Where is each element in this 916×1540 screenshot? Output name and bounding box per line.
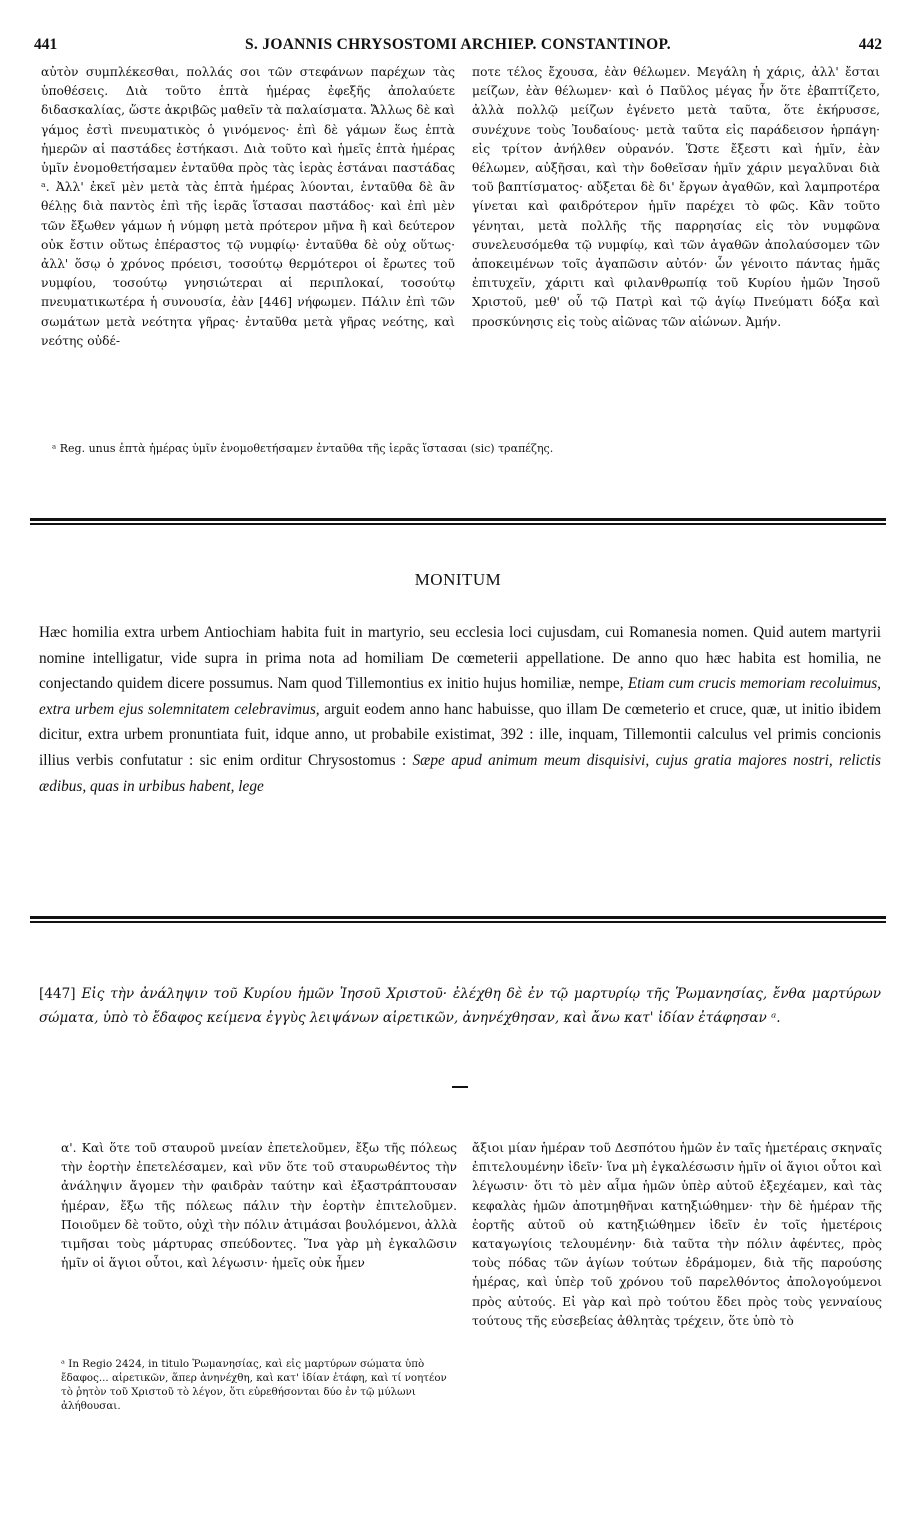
homily-column-number: [447]: [39, 986, 76, 1002]
monitum-text-2: arguit eodem anno hanc habuisse, quo illam De cœmeterio et cruce, quæ, ut initio ibidem dicitur, extra urbem pronuntiata fuit, idque anno, ut probabile existimat, 392 : ille, inquam, Tillemontii calculus vel primis concionis illius verbis confutatur : sic enim orditur Chrysostomus :: [39, 700, 881, 769]
divider-rule-thin-2: [30, 921, 886, 923]
monitum-text-1: Hæc homilia extra urbem Antiochiam habita fuit in martyrio, seu ecclesia loci cujusdam, cui Romanesia nomen. Quid autem martyrii nomine intelligatur, vide supra in prima nota ad homiliam De cœmeterii appellatione. De anno quo hæc habita est homilia, ne conjectando quidem dicere possumus. Nam quod Tillemontius ex initio hujus homiliæ, nempe,: [39, 624, 881, 693]
top-left-column: [41, 63, 455, 351]
monitum-italic-2: Sæpe apud animum meum disquisivi, cujus gratia majores nostri, relictis ædibus, quas in urbibus habent, lege: [39, 751, 881, 795]
footnote-bottom: ᵃ In Regio 2424, in titulo Ῥωμανησίας, καὶ εἰς μαρτύρων σώματα ὑπὸ ἔδαφος... αἱρετικῶν, ἅπερ ἀνηνέχθη, καὶ κατ' ἰδίαν ἐτάφη, καὶ τί νοητέον τὸ ῥητὸν τοῦ Χριστοῦ τὸ λέγον, ὅτι εὑρεθήσονται δύο ἐν τῷ μύλωνι ἀλήθουσαι.: [61, 1358, 447, 1412]
divider-rule-thin: [30, 523, 886, 525]
top-left-text: αὐτὸν συμπλέκεσθαι, πολλάς σοι τῶν στεφάνων παρέχων τὰς ὑποθέσεις. Διὰ τοῦτο ἑπτὰ ἡμέρας ἐφεξῆς ἀπολαύετε διδασκαλίας, ὥστε ἀκριβῶς μαθεῖν τὰ παλαίσματα. Ἄλλως δὲ καὶ γάμος ἐστὶ πνευματικὸς ὁ γινόμενος· ἐπὶ δὲ γάμων ἕως ἑπτὰ ἡμερῶν αἱ παστάδες ἑστήκασι. Διὰ τοῦτο καὶ ἡμεῖς ἑπτὰ ἡμέρας ὑμῖν ἐνομοθετήσαμεν ἐνταῦθα πρὸς τὰς ἱερὰς ἑστάναι παστάδας ᵃ. Ἀλλ' ἐκεῖ μὲν μετὰ τὰς ἑπτὰ ἡμέρας λύονται, ἐνταῦθα δὲ ἂν θέλῃς διὰ παντὸς ἐπὶ τῆς ἱερᾶς ἵστασαι παστάδος· καὶ ἐπὶ μὲν τῶν ἔξωθεν γάμων ἡ νύμφη μετὰ πρότερον μῆνα ἢ καὶ δεύτερον οὐκ ἔστιν οὕτως ἐπέραστος τῷ νυμφίῳ· ἐνταῦθα δὲ οὐχ οὕτως· ἀλλ' ὅσῳ ὁ χρόνος πρόεισι, τοσούτῳ θερμότεροι οἱ ἔρωτες τοῦ νυμφίου, τοσούτῳ γνησιώτεραι αἱ περιπλοκαί, τοσούτῳ πνευματικωτέρα ἡ συνουσία, ἐὰν [446] νήφωμεν. Πάλιν ἐπὶ τῶν σωμάτων μετὰ νεότητα γῆρας· ἐνταῦθα μετὰ γῆρας νεότης, καὶ νεότης οὐδέ-: [41, 65, 455, 348]
monitum-heading: MONITUM: [414, 570, 502, 589]
top-right-text: ποτε τέλος ἔχουσα, ἐὰν θέλωμεν. Μεγάλη ἡ χάρις, ἀλλ' ἔσται μείζων, ἐὰν θέλωμεν· καὶ ὁ Παῦλος μέγας ἦν ὅτε ἐβαπτίζετο, ἀλλὰ πολλῷ μείζων ἐγένετο μετὰ ταῦτα, ὅτε ἐκήρυσσε, συνέχυνε τοὺς Ἰουδαίους· μετὰ ταῦτα εἰς παράδεισον ἡρπάγη· εἰς τρίτον ἀνήλθεν οὐρανόν. Ὥστε ἔξεστι καὶ ἡμῖν, ἐὰν θέλωμεν, αὐξῆσαι, καὶ τὴν δοθεῖσαν ἡμῖν χάριν μεγαλῦναι διὰ τοῦ βαπτίσματος· αὔξεται δὲ δι' ἔργων ἀγαθῶν, καὶ λαμπροτέρα γίνεται καὶ φαιδρότερον ἡμῖν παρέχει τὸ φῶς. Κἂν τοῦτο γένηται, μετὰ πολλῆς τῆς παρρησίας εἰς τὸν νυμφῶνα συνελευσόμεθα τῷ νυμφίῳ, καὶ τῶν ἀγαθῶν ἀπολαύσομεν τῶν ἀποκειμένων τοῖς ἀγαπῶσιν αὐτόν· ὧν γένοιτο πάντας ἡμᾶς ἐπιτυχεῖν, χάριτι καὶ φιλανθρωπίᾳ τοῦ Κυρίου ἡμῶν Ἰησοῦ Χριστοῦ, μεθ' οὗ τῷ Πατρὶ καὶ τῷ ἁγίῳ Πνεύματι δόξα καὶ προσκύνησις εἰς τοὺς αἰῶνας τῶν αἰώνων. Ἀμήν.: [472, 65, 880, 329]
divider-rule-thick-2: [30, 916, 886, 919]
bottom-left-column: [61, 1139, 457, 1273]
bottom-right-text: ἄξιοι μίαν ἡμέραν τοῦ Δεσπότου ἡμῶν ἐν ταῖς ἡμετέραις σκηναῖς ἐπιτελουμένην ἰδεῖν· ἵνα μὴ ἐγκαλέσωσιν ἡμῖν οἱ ἅγιοι οὗτοι καὶ λέγωσιν· ὅτι τὸ μὲν αἷμα ἡμῶν ὑπὲρ αὐτοῦ ἐξεχέαμεν, καὶ τὰς κεφαλὰς ἡμῶν ἀποτμηθῆναι κατηξιώθημεν· τὴν δὲ ἡμέραν τῆς ἑορτῆς αὐτοῦ οὐ κατηξιώθημεν ἰδεῖν ἐν τοῖς ἡμετέροις καταγωγίοις τελουμένην· διὰ ταῦτα τὴν πόλιν ἀφέντες, πρὸς τοὺς πόδας τῶν ἁγίων τούτων ἐδράμομεν, διὰ τῆς παρούσης ἡμέρας, καὶ ὑπὲρ τοῦ χρόνου τοῦ παρελθόντος ἀπολογούμενοι πρὸς αὐτούς. Εἰ γὰρ καὶ πρὸ τούτου ἔδει πρὸς τοὺς γενναίους τούτους τῆς εὐσεβείας ἀθλητὰς τρέχειν, ὅτε ὑπὸ τὸ: [472, 1141, 882, 1328]
bottom-left-text: α'. Καὶ ὅτε τοῦ σταυροῦ μνείαν ἐπετελοῦμεν, ἔξω τῆς πόλεως τὴν ἑορτὴν ἐπετελέσαμεν, καὶ νῦν ὅτε τοῦ σταυρωθέντος τὴν ἀνάληψιν ἄγομεν τὴν φαιδρὰν ταύτην καὶ ἐξαστράπτουσαν ἡμέραν, ἔξω τῆς πόλεως πάλιν τὴν ἑορτὴν ἐπιτελοῦμεν. Ποιοῦμεν δὲ τοῦτο, οὐχὶ τὴν πόλιν ἀτιμάσαι βουλόμενοι, ἀλλὰ τιμῆσαι τοὺς μάρτυρας σπεύδοντες. Ἵνα γὰρ μὴ ἐγκαλῶσιν ἡμῖν οἱ ἅγιοι οὗτοι, καὶ λέγωσιν· ἡμεῖς οὐκ ἦμεν: [61, 1141, 457, 1271]
page-number-left: 441: [34, 36, 58, 53]
footnote-top: ᵃ Reg. unus ἑπτὰ ἡμέρας ὑμῖν ἐνομοθετήσαμεν ἐνταῦθα τῆς ἱερᾶς ἵστασαι (sic) τραπέζης.: [52, 442, 554, 455]
monitum-italic-1: Etiam cum crucis memoriam recoluimus, extra urbem ejus solemnitatem celebravimus,: [39, 675, 881, 718]
divider-rule-thick: [30, 518, 886, 521]
homily-title: [39, 982, 881, 1030]
top-right-column: [472, 63, 880, 332]
section-dash: [452, 1086, 468, 1088]
bottom-right-column: [472, 1139, 882, 1331]
homily-title-text: Εἰς τὴν ἀνάληψιν τοῦ Κυρίου ἡμῶν Ἰησοῦ Χριστοῦ· ἐλέχθη δὲ ἐν τῷ μαρτυρίῳ τῆς Ῥωμανησίας, ἔνθα μαρτύρων σώματα, ὑπὸ τὸ ἔδαφος κείμενα ἐγγὺς λειψάνων αἱρετικῶν, ἀνηνέχθησαν, καὶ ἄνω κατ' ἰδίαν ἐτάφησαν ᵃ.: [39, 986, 881, 1026]
running-title: S. JOANNIS CHRYSOSTOMI ARCHIEP. CONSTANTINOP.: [245, 36, 671, 53]
running-head: [30, 36, 886, 58]
page-number-right: 442: [858, 36, 882, 53]
monitum-paragraph: [39, 620, 881, 799]
